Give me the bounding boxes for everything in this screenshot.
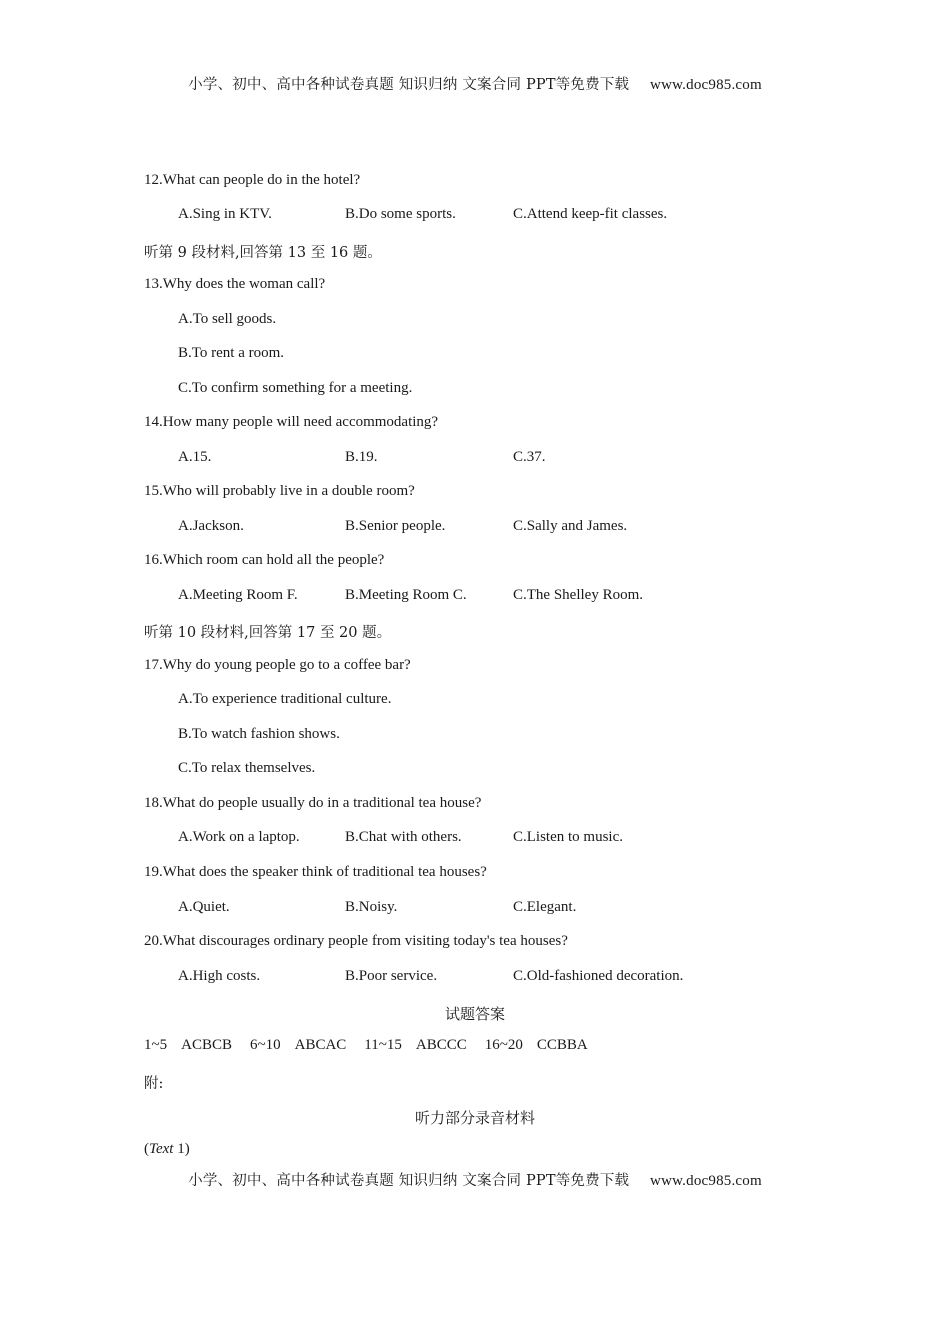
answer-range: 16~20 — [484, 1037, 523, 1053]
appendix-title: 听力部分录音材料 — [414, 1109, 535, 1127]
answer-key-row — [144, 1037, 606, 1054]
header-text: 小学、初中、高中各种试卷真题 知识归纳 文案合同 PPT等免费下载 — [188, 77, 630, 93]
answer-keys: ABCAC — [294, 1037, 347, 1053]
option-20-a: A.High costs. — [178, 968, 261, 984]
option-20-c: C.Old-fashioned decoration. — [513, 968, 684, 984]
option-18-c: C.Listen to music. — [513, 829, 623, 845]
option-14-c: C.37. — [513, 449, 546, 465]
answers-title: 试题答案 — [444, 1005, 505, 1023]
page-header — [0, 73, 950, 94]
option-14-b: B.19. — [345, 449, 378, 465]
question-13: 13.Why does the woman call? — [144, 276, 326, 292]
answer-range: 11~15 — [364, 1037, 402, 1053]
footer-url[interactable]: www.doc985.com — [650, 1173, 762, 1189]
answer-range: 1~5 — [144, 1037, 168, 1053]
option-12-a: A.Sing in KTV. — [178, 206, 272, 222]
option-16-a: A.Meeting Room F. — [178, 587, 298, 603]
option-15-a: A.Jackson. — [178, 518, 244, 534]
option-13-c: C.To confirm something for a meeting. — [178, 380, 413, 396]
option-18-a: A.Work on a laptop. — [178, 829, 300, 845]
option-13-b: B.To rent a room. — [178, 345, 285, 361]
option-17-b: B.To watch fashion shows. — [178, 726, 340, 742]
option-12-c: C.Attend keep-fit classes. — [513, 206, 668, 222]
option-19-b: B.Noisy. — [345, 899, 398, 915]
option-16-c: C.The Shelley Room. — [513, 587, 643, 603]
footer-text: 小学、初中、高中各种试卷真题 知识归纳 文案合同 PPT等免费下载 — [188, 1173, 630, 1189]
text-1-heading — [144, 1141, 190, 1158]
answer-range: 6~10 — [249, 1037, 281, 1053]
option-15-c: C.Sally and James. — [513, 518, 628, 534]
option-15-b: B.Senior people. — [345, 518, 446, 534]
text-number: 1) — [173, 1141, 190, 1157]
option-19-a: A.Quiet. — [178, 899, 230, 915]
answer-keys: CCBBA — [536, 1037, 588, 1053]
section-10-instruction: 听第 10 段材料,回答第 17 至 20 题。 — [144, 625, 392, 641]
question-17: 17.Why do young people go to a coffee bar? — [144, 657, 411, 673]
paren-open: ( — [144, 1141, 149, 1157]
option-12-b: B.Do some sports. — [345, 206, 456, 222]
header-url[interactable]: www.doc985.com — [650, 77, 762, 93]
question-18: 18.What do people usually do in a traditional tea house? — [144, 795, 482, 811]
option-14-a: A.15. — [178, 449, 212, 465]
question-15: 15.Who will probably live in a double room? — [144, 483, 415, 499]
question-14: 14.How many people will need accommodating? — [144, 414, 439, 430]
appendix-label: 附: — [144, 1076, 164, 1092]
option-17-c: C.To relax themselves. — [178, 760, 316, 776]
page-footer — [0, 1169, 950, 1190]
option-20-b: B.Poor service. — [345, 968, 438, 984]
answer-keys: ACBCB — [181, 1037, 232, 1053]
option-17-a: A.To experience traditional culture. — [178, 691, 392, 707]
option-19-c: C.Elegant. — [513, 899, 577, 915]
question-12: 12.What can people do in the hotel? — [144, 172, 361, 188]
question-20: 20.What discourages ordinary people from visiting today's tea houses? — [144, 933, 568, 949]
option-18-b: B.Chat with others. — [345, 829, 462, 845]
answer-keys: ABCCC — [415, 1037, 467, 1053]
section-9-instruction: 听第 9 段材料,回答第 13 至 16 题。 — [144, 245, 382, 261]
option-16-b: B.Meeting Room C. — [345, 587, 467, 603]
question-19: 19.What does the speaker think of traditional tea houses? — [144, 864, 487, 880]
option-13-a: A.To sell goods. — [178, 311, 277, 327]
question-16: 16.Which room can hold all the people? — [144, 552, 385, 568]
text-word: Text — [149, 1141, 174, 1157]
